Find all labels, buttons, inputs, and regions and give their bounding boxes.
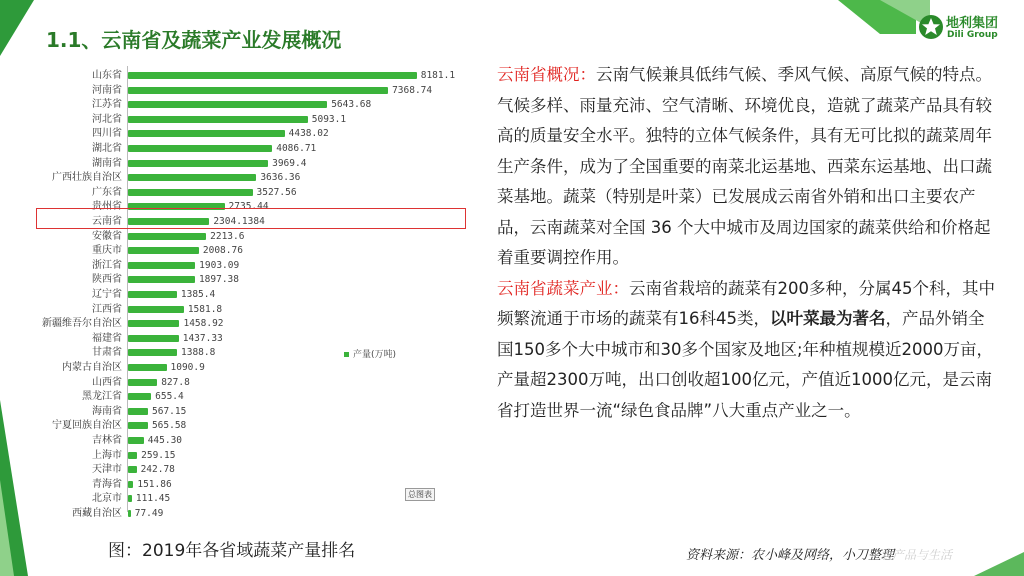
chart-row bbox=[32, 244, 472, 258]
category-label: 海南省 bbox=[92, 405, 122, 417]
bar bbox=[128, 393, 151, 400]
bar bbox=[128, 452, 137, 459]
logo-text-cn: 地利集团 bbox=[946, 16, 999, 31]
source-note: 资料来源：农小峰及网络，小刀整理 bbox=[686, 548, 895, 563]
value-label: 2735.44 bbox=[228, 201, 269, 213]
bar bbox=[128, 87, 388, 94]
bar bbox=[128, 306, 184, 313]
bar bbox=[128, 291, 177, 298]
bar bbox=[128, 481, 133, 488]
bar bbox=[128, 145, 272, 152]
bar bbox=[128, 174, 256, 181]
bar bbox=[128, 495, 132, 502]
value-label: 5643.68 bbox=[331, 99, 372, 111]
category-label: 内蒙古自治区 bbox=[62, 362, 122, 373]
bar bbox=[128, 276, 195, 283]
value-label: 259.15 bbox=[141, 449, 176, 461]
bar bbox=[128, 335, 179, 342]
chart-row bbox=[32, 346, 472, 360]
dili-group-logo bbox=[916, 10, 1016, 50]
vegetable-output-bar-chart bbox=[32, 64, 472, 519]
industry-body-part2: ，产品外销全国150多个大中城市和30多个国家及地区;年种植规模近2000万亩，产量超2300万吨，出口创收超100亿元，产值近1000亿元，是云南省打造世界一流“绿色食品牌”八大重点产业之一。 bbox=[497, 309, 994, 420]
category-label: 陕西省 bbox=[92, 274, 122, 286]
value-label: 151.86 bbox=[137, 478, 172, 490]
overview-heading: 云南省概况： bbox=[497, 65, 596, 84]
chart-row bbox=[32, 434, 472, 448]
legend-label: 产量(万吨) bbox=[353, 350, 397, 360]
value-label: 567.15 bbox=[152, 405, 187, 417]
chart-row bbox=[32, 127, 472, 141]
category-label: 河北省 bbox=[92, 113, 122, 125]
bar bbox=[128, 466, 137, 473]
bar bbox=[128, 510, 131, 517]
bar bbox=[128, 130, 285, 137]
value-label: 5093.1 bbox=[311, 113, 347, 125]
chart-caption: 图：2019年各省域蔬菜产量排名 bbox=[108, 541, 356, 561]
value-label: 111.45 bbox=[135, 493, 171, 505]
value-label: 2008.76 bbox=[202, 245, 243, 257]
chart-row bbox=[32, 171, 472, 185]
category-label: 北京市 bbox=[92, 493, 122, 505]
chart-row bbox=[32, 230, 472, 244]
category-label: 西藏自治区 bbox=[72, 508, 122, 519]
chart-row bbox=[32, 507, 472, 521]
bottom-right-corner-decoration bbox=[950, 552, 1024, 576]
bar bbox=[128, 408, 148, 415]
value-label: 1581.8 bbox=[187, 303, 223, 315]
chart-row bbox=[32, 390, 472, 404]
category-label: 广东省 bbox=[92, 186, 122, 198]
bar bbox=[128, 320, 179, 327]
chart-row bbox=[32, 405, 472, 419]
value-label: 2304.1384 bbox=[213, 216, 265, 227]
bar bbox=[128, 247, 199, 254]
chart-row bbox=[32, 98, 472, 112]
bar bbox=[128, 101, 327, 108]
bar bbox=[128, 349, 177, 356]
category-label: 黑龙江省 bbox=[82, 391, 122, 403]
chart-row bbox=[32, 69, 472, 83]
value-label: 3527.56 bbox=[256, 186, 297, 198]
bar bbox=[128, 189, 253, 196]
bar bbox=[128, 364, 167, 371]
value-label: 7368.74 bbox=[392, 84, 433, 96]
chart-row bbox=[32, 142, 472, 156]
value-label: 3636.36 bbox=[260, 172, 301, 184]
top-left-corner-decoration bbox=[0, 0, 40, 60]
yunnan-overview-paragraph bbox=[497, 60, 997, 274]
category-label: 河南省 bbox=[92, 84, 122, 96]
value-label: 2213.6 bbox=[210, 230, 245, 242]
category-label: 重庆市 bbox=[92, 245, 122, 257]
chart-row bbox=[32, 303, 472, 317]
star-icon bbox=[918, 14, 944, 40]
logo-text-en: Dili Group bbox=[947, 30, 998, 40]
category-label: 湖北省 bbox=[92, 143, 122, 154]
chart-row bbox=[32, 288, 472, 302]
value-label: 1385.4 bbox=[180, 289, 216, 300]
chart-row bbox=[32, 317, 472, 331]
chart-row bbox=[32, 84, 472, 98]
category-label: 江西省 bbox=[92, 303, 122, 315]
yunnan-highlight-box bbox=[36, 208, 466, 229]
category-label: 上海市 bbox=[92, 449, 122, 461]
value-label: 1437.33 bbox=[182, 332, 223, 344]
industry-body-part1: 云南省栽培的蔬菜有200多种，分属45个科，其中频繁流通于市场的蔬菜有16科45类， bbox=[497, 278, 995, 328]
category-label: 甘肃省 bbox=[92, 347, 122, 359]
yunnan-vegetable-industry-paragraph bbox=[497, 274, 997, 427]
value-label: 1897.38 bbox=[198, 274, 239, 286]
watermark: 农产品与生活 bbox=[880, 548, 953, 562]
bar bbox=[128, 116, 308, 123]
bar bbox=[128, 233, 206, 240]
category-label: 宁夏回族自治区 bbox=[52, 420, 122, 432]
category-label: 青海省 bbox=[92, 478, 122, 490]
value-label: 565.58 bbox=[151, 420, 187, 432]
chart-toggle-button[interactable]: 总图表 bbox=[405, 488, 435, 501]
value-label: 445.30 bbox=[147, 435, 183, 446]
chart-row bbox=[32, 376, 472, 390]
category-label: 山东省 bbox=[92, 70, 122, 81]
category-label: 安徽省 bbox=[92, 230, 122, 242]
category-label: 山西省 bbox=[92, 376, 122, 388]
category-label: 辽宁省 bbox=[92, 289, 122, 300]
chart-row bbox=[32, 361, 472, 375]
category-label: 福建省 bbox=[92, 332, 122, 344]
bar bbox=[128, 262, 195, 269]
category-label: 四川省 bbox=[92, 128, 122, 140]
bar bbox=[128, 422, 148, 429]
value-label: 1458.92 bbox=[183, 318, 224, 330]
category-label: 吉林省 bbox=[92, 435, 122, 446]
value-label: 1388.8 bbox=[181, 347, 216, 359]
value-label: 4438.02 bbox=[288, 128, 329, 140]
chart-row bbox=[32, 463, 472, 477]
value-label: 1090.9 bbox=[170, 362, 205, 373]
chart-row bbox=[32, 332, 472, 346]
chart-row bbox=[32, 259, 472, 273]
category-label: 云南省 bbox=[92, 216, 122, 227]
value-label: 8181.1 bbox=[420, 70, 456, 81]
value-label: 4086.71 bbox=[276, 143, 317, 154]
bar bbox=[128, 72, 417, 79]
category-label: 贵州省 bbox=[92, 201, 122, 213]
overview-body: 云南气候兼具低纬气候、季风气候、高原气候的特点。气候多样、雨量充沛、空气清晰、环境优良，造就了蔬菜产品具有较高的质量安全水平。独特的立体气候条件，具有无可比拟的蔬菜周年生产条件，成为了全国重要的南菜北运基地、西菜东运基地、出口蔬菜基地。蔬菜（特别是叶菜）已发展成云南省外销和出口主要农产品，云南蔬菜对全国 36 个大中城市及周边国家的蔬菜供给和价格起着重要调控作用。 bbox=[497, 65, 992, 267]
chart-row bbox=[32, 419, 472, 433]
description-text bbox=[497, 60, 997, 426]
chart-row bbox=[32, 186, 472, 200]
category-label: 湖南省 bbox=[92, 157, 122, 169]
value-label: 242.78 bbox=[140, 464, 175, 476]
chart-row bbox=[32, 113, 472, 127]
industry-emphasis: 以叶菜最为著名 bbox=[770, 309, 886, 328]
chart-row bbox=[32, 273, 472, 287]
chart-row bbox=[32, 157, 472, 171]
page-title: 1.1、云南省及蔬菜产业发展概况 bbox=[46, 28, 342, 52]
category-label: 天津市 bbox=[92, 464, 122, 476]
bar bbox=[128, 437, 144, 444]
chart-row bbox=[32, 449, 472, 463]
category-label: 浙江省 bbox=[92, 259, 122, 271]
bar bbox=[128, 379, 157, 386]
value-label: 1903.09 bbox=[199, 259, 240, 271]
industry-heading: 云南省蔬菜产业： bbox=[497, 278, 629, 298]
value-label: 827.8 bbox=[161, 376, 190, 388]
value-label: 77.49 bbox=[134, 508, 164, 519]
category-label: 江苏省 bbox=[92, 99, 122, 111]
bar bbox=[128, 160, 268, 167]
category-label: 广西壮族自治区 bbox=[52, 172, 122, 184]
value-label: 655.4 bbox=[155, 391, 184, 403]
value-label: 3969.4 bbox=[272, 157, 307, 169]
category-label: 新疆维吾尔自治区 bbox=[42, 318, 122, 330]
